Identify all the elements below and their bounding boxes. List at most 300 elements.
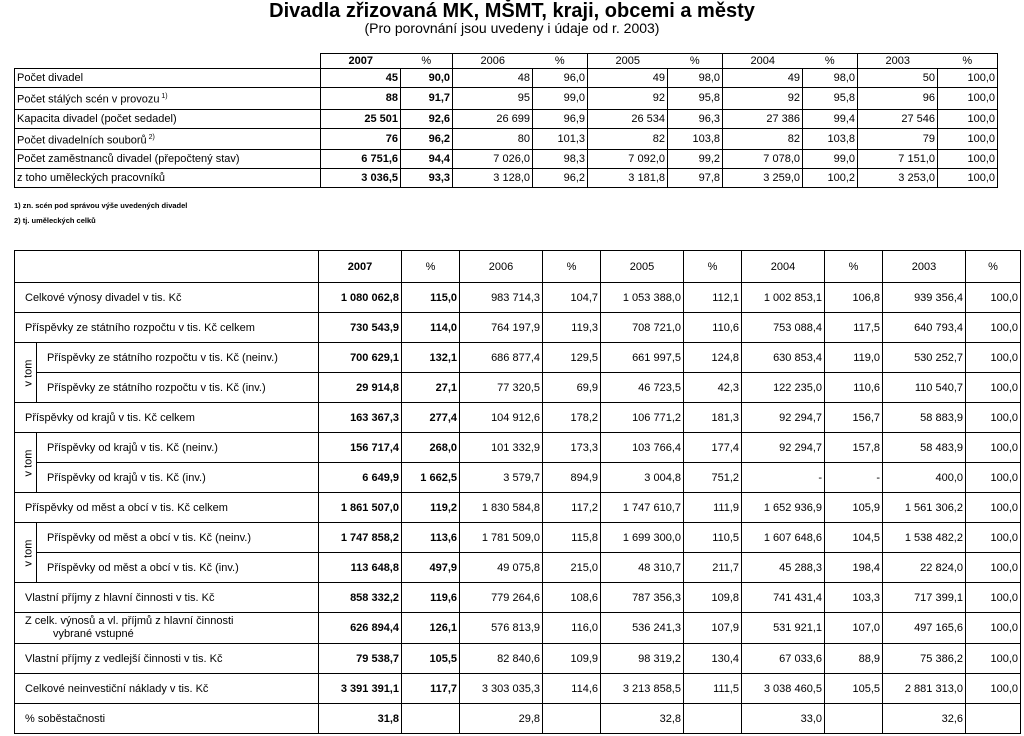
row-label-text: Celkové výnosy divadel v tis. Kč <box>25 291 182 304</box>
table-cell: 7 026,0 <box>453 150 533 169</box>
vtom-cell <box>15 433 37 493</box>
header-cell: 2006 <box>453 54 533 69</box>
table-cell: 100,0 <box>966 644 1021 674</box>
table-cell: 2 881 313,0 <box>883 674 966 704</box>
table-cell: 92 294,7 <box>742 403 825 433</box>
table-cell: 116,0 <box>543 613 601 644</box>
table-cell: 751,2 <box>684 463 742 493</box>
table-cell: 1 652 936,9 <box>742 493 825 523</box>
row-label <box>15 128 321 150</box>
table-cell: 100,0 <box>966 553 1021 583</box>
table-cell: 115,0 <box>402 283 460 313</box>
row-label: Příspěvky od měst a obcí v tis. Kč (neinv.) <box>37 523 319 553</box>
table-cell: 1 861 507,0 <box>319 493 402 523</box>
table-cell: 730 543,9 <box>319 313 402 343</box>
header-cell: % <box>966 251 1021 283</box>
table-cell: 76 <box>321 128 401 150</box>
table-cell: 626 894,4 <box>319 613 402 644</box>
header-cell: % <box>668 54 723 69</box>
table-cell: 1 607 648,6 <box>742 523 825 553</box>
table-cell: 96,0 <box>533 69 588 88</box>
header-blank-cell <box>15 54 321 69</box>
row-label-text: Celkové neinvestiční náklady v tis. Kč <box>25 682 209 695</box>
table-cell: 779 264,6 <box>460 583 543 613</box>
table-cell: 100,0 <box>938 150 998 169</box>
table-cell: 268,0 <box>402 433 460 463</box>
table-cell: 119,3 <box>543 313 601 343</box>
table-cell: 29 914,8 <box>319 373 402 403</box>
row-label <box>15 169 321 188</box>
table-cell: 277,4 <box>402 403 460 433</box>
table-cell: 104,7 <box>543 283 601 313</box>
table-cell: 109,9 <box>543 644 601 674</box>
table-cell: 686 877,4 <box>460 343 543 373</box>
page-title: Divadla zřizovaná MK, MŠMT, kraji, obcemi a městy <box>269 0 755 22</box>
row-label-text: Příspěvky od měst a obcí v tis. Kč celkem <box>25 501 228 514</box>
table-cell: 530 252,7 <box>883 343 966 373</box>
table-cell: 126,1 <box>402 613 460 644</box>
table-cell: 113,6 <box>402 523 460 553</box>
table-cell: 112,1 <box>684 283 742 313</box>
table-cell: 939 356,4 <box>883 283 966 313</box>
table-cell: 100,0 <box>966 613 1021 644</box>
table-cell: 111,9 <box>684 493 742 523</box>
table-cell: 3 004,8 <box>601 463 684 493</box>
table-cell: 106,8 <box>825 283 883 313</box>
table-cell: 983 714,3 <box>460 283 543 313</box>
table-row <box>15 674 1021 704</box>
table-cell: 119,2 <box>402 493 460 523</box>
table-cell: 45 288,3 <box>742 553 825 583</box>
table-cell: 32,6 <box>883 704 966 734</box>
row-label: Příspěvky od krajů v tis. Kč (neinv.) <box>37 433 319 463</box>
table-cell: 107,9 <box>684 613 742 644</box>
table-cell: 156,7 <box>825 403 883 433</box>
table-cell: 69,9 <box>543 373 601 403</box>
table-row <box>15 128 998 150</box>
table-row <box>15 343 1021 373</box>
table-cell: 1 699 300,0 <box>601 523 684 553</box>
header-cell: % <box>684 251 742 283</box>
table-cell: 90,0 <box>401 69 453 88</box>
table-cell: 58 483,9 <box>883 433 966 463</box>
row-label <box>15 283 319 313</box>
table-cell: 787 356,3 <box>601 583 684 613</box>
table-cell: 1 830 584,8 <box>460 493 543 523</box>
table-cell: 104,5 <box>825 523 883 553</box>
table-cell: 31,8 <box>319 704 402 734</box>
table-cell: 108,6 <box>543 583 601 613</box>
table-cell: 88 <box>321 88 401 110</box>
table-cell: 67 033,6 <box>742 644 825 674</box>
table-cell: 114,0 <box>402 313 460 343</box>
header-cell: 2006 <box>460 251 543 283</box>
table-cell: 177,4 <box>684 433 742 463</box>
row-label-text: Počet stálých scén v provozu <box>17 93 160 106</box>
row-label <box>15 150 321 169</box>
table-cell: 117,5 <box>825 313 883 343</box>
table-cell: 3 391 391,1 <box>319 674 402 704</box>
table-cell: - <box>825 463 883 493</box>
table-cell: 26 534 <box>588 109 668 128</box>
header-cell: 2003 <box>858 54 938 69</box>
row-label-text: Vlastní příjmy z vedlejší činnosti v tis. Kč <box>25 652 223 665</box>
table-cell <box>684 704 742 734</box>
table-cell: 132,1 <box>402 343 460 373</box>
table-cell: 29,8 <box>460 704 543 734</box>
row-label-text: Příspěvky od krajů v tis. Kč celkem <box>25 411 195 424</box>
row-label-text: Počet divadelních souborů <box>17 134 147 147</box>
table-cell: 99,0 <box>803 150 858 169</box>
table-cell: 48 310,7 <box>601 553 684 583</box>
table-cell: 630 853,4 <box>742 343 825 373</box>
table-cell: 100,0 <box>966 373 1021 403</box>
table-cell: 103,8 <box>803 128 858 150</box>
table-cell: 163 367,3 <box>319 403 402 433</box>
table-cell: 700 629,1 <box>319 343 402 373</box>
table-cell: 764 197,9 <box>460 313 543 343</box>
table-cell: 400,0 <box>883 463 966 493</box>
table-cell: 104 912,6 <box>460 403 543 433</box>
row-label <box>15 109 321 128</box>
table-cell: 110,6 <box>684 313 742 343</box>
table-cell: 3 303 035,3 <box>460 674 543 704</box>
row-label-text: Počet divadel <box>17 72 84 84</box>
table-cell: 753 088,4 <box>742 313 825 343</box>
table-cell: 106 771,2 <box>601 403 684 433</box>
table-cell: 1 781 509,0 <box>460 523 543 553</box>
table-cell: 640 793,4 <box>883 313 966 343</box>
table-cell: 7 078,0 <box>723 150 803 169</box>
table-cell: 95 <box>453 88 533 110</box>
table-cell: 92 <box>723 88 803 110</box>
header-cell: % <box>803 54 858 69</box>
table-cell: 531 921,1 <box>742 613 825 644</box>
table-cell: 107,0 <box>825 613 883 644</box>
table-cell: 96,2 <box>401 128 453 150</box>
table-cell: 99,0 <box>533 88 588 110</box>
vtom-label: v tom <box>22 449 35 476</box>
header-blank-cell <box>15 251 319 283</box>
table-cell: 100,0 <box>966 493 1021 523</box>
row-label-text: Vlastní příjmy z hlavní činnosti v tis. Kč <box>25 591 215 604</box>
table-cell: 858 332,2 <box>319 583 402 613</box>
table-row <box>15 523 1021 553</box>
table-cell: 100,0 <box>966 313 1021 343</box>
table-cell: 100,0 <box>938 69 998 88</box>
table-cell: 98,0 <box>803 69 858 88</box>
table-cell: 25 501 <box>321 109 401 128</box>
table-cell: 105,9 <box>825 493 883 523</box>
footnote-mark: 1) <box>159 93 168 100</box>
table-cell: 117,2 <box>543 493 601 523</box>
table-cell <box>966 704 1021 734</box>
header-cell: % <box>401 54 453 69</box>
table-cell: 100,0 <box>966 583 1021 613</box>
row-label <box>15 313 319 343</box>
table-cell: 82 <box>588 128 668 150</box>
table-cell: 130,4 <box>684 644 742 674</box>
table-cell: 3 253,0 <box>858 169 938 188</box>
row-label <box>15 493 319 523</box>
vtom-cell <box>15 523 37 583</box>
table-cell: 97,8 <box>668 169 723 188</box>
row-label <box>15 674 319 704</box>
table-cell: 27,1 <box>402 373 460 403</box>
row-label-text: z toho uměleckých pracovníků <box>17 172 165 185</box>
table-cell: 6 649,9 <box>319 463 402 493</box>
table-row <box>15 69 998 88</box>
table-cell: 100,0 <box>966 523 1021 553</box>
table-cell: 3 128,0 <box>453 169 533 188</box>
table-cell: 119,0 <box>825 343 883 373</box>
table-cell: 497 165,6 <box>883 613 966 644</box>
header-cell: 2005 <box>588 54 668 69</box>
table-cell: 96,9 <box>533 109 588 128</box>
row-label: Příspěvky od krajů v tis. Kč (inv.) <box>37 463 319 493</box>
table-cell: 93,3 <box>401 169 453 188</box>
table-cell: 3 036,5 <box>321 169 401 188</box>
table-cell: 211,7 <box>684 553 742 583</box>
table-cell: 181,3 <box>684 403 742 433</box>
table-cell: 92,6 <box>401 109 453 128</box>
table-cell: 536 241,3 <box>601 613 684 644</box>
row-label <box>15 403 319 433</box>
table-cell: 1 002 853,1 <box>742 283 825 313</box>
table-cell: 6 751,6 <box>321 150 401 169</box>
table-cell: 103,3 <box>825 583 883 613</box>
table-cell: 100,0 <box>938 169 998 188</box>
table-cell: 100,0 <box>966 283 1021 313</box>
row-label-text-2: vybrané vstupné <box>53 628 134 640</box>
table-cell: 1 561 306,2 <box>883 493 966 523</box>
table-cell: 26 699 <box>453 109 533 128</box>
table-cell: 114,6 <box>543 674 601 704</box>
vtom-label: v tom <box>22 539 35 566</box>
table-cell: 58 883,9 <box>883 403 966 433</box>
header-cell: 2005 <box>601 251 684 283</box>
vtom-label: v tom <box>22 359 35 386</box>
table-cell: 105,5 <box>402 644 460 674</box>
vtom-cell <box>15 343 37 403</box>
table-cell: 96 <box>858 88 938 110</box>
table-cell: 82 840,6 <box>460 644 543 674</box>
table-cell: 1 747 610,7 <box>601 493 684 523</box>
table-cell: 3 579,7 <box>460 463 543 493</box>
table-row <box>15 463 1021 493</box>
table-cell: 100,0 <box>966 433 1021 463</box>
table-cell: 95,8 <box>668 88 723 110</box>
table-cell: 157,8 <box>825 433 883 463</box>
table-cell: 100,0 <box>966 463 1021 493</box>
table-row <box>15 169 998 188</box>
table-cell: 7 151,0 <box>858 150 938 169</box>
page-subtitle: (Pro porovnání jsou uvedeny i údaje od r. 2003) <box>364 20 660 36</box>
table-cell: 27 386 <box>723 109 803 128</box>
table-cell: 894,9 <box>543 463 601 493</box>
header-cell: 2003 <box>883 251 966 283</box>
table-cell: 111,5 <box>684 674 742 704</box>
table-row <box>15 433 1021 463</box>
table-cell: 101,3 <box>533 128 588 150</box>
row-label-text: Příspěvky ze státního rozpočtu v tis. Kč celkem <box>25 321 255 334</box>
table-row <box>15 283 1021 313</box>
table-cell: 79 <box>858 128 938 150</box>
table-cell: 91,7 <box>401 88 453 110</box>
table-cell: 94,4 <box>401 150 453 169</box>
header-cell: % <box>533 54 588 69</box>
table-cell: 33,0 <box>742 704 825 734</box>
table-row <box>15 613 1021 644</box>
row-label <box>15 644 319 674</box>
table-row <box>15 583 1021 613</box>
table-cell: 45 <box>321 69 401 88</box>
table-cell: 77 320,5 <box>460 373 543 403</box>
table-cell: 80 <box>453 128 533 150</box>
table-cell: 1 747 858,2 <box>319 523 402 553</box>
table-cell: 100,0 <box>938 128 998 150</box>
table-cell: 101 332,9 <box>460 433 543 463</box>
row-label: Příspěvky ze státního rozpočtu v tis. Kč (inv.) <box>37 373 319 403</box>
table-cell: 96,3 <box>668 109 723 128</box>
table-cell: 100,0 <box>938 109 998 128</box>
table-cell: 661 997,5 <box>601 343 684 373</box>
row-label <box>15 583 319 613</box>
header-cell: % <box>543 251 601 283</box>
table-cell: 3 038 460,5 <box>742 674 825 704</box>
summary-table <box>14 53 998 188</box>
table-cell: 42,3 <box>684 373 742 403</box>
table-cell: 198,4 <box>825 553 883 583</box>
table-row <box>15 403 1021 433</box>
table-row <box>15 88 998 110</box>
table-cell: 113 648,8 <box>319 553 402 583</box>
table-cell <box>402 704 460 734</box>
table-cell: 99,4 <box>803 109 858 128</box>
table-cell: 3 213 858,5 <box>601 674 684 704</box>
table-cell: 173,3 <box>543 433 601 463</box>
footnote-1: 1) zn. scén pod správou výše uvedených divadel <box>14 201 188 210</box>
table-cell: 215,0 <box>543 553 601 583</box>
table-cell: 92 <box>588 88 668 110</box>
table-cell: 100,0 <box>966 674 1021 704</box>
table-row <box>15 109 998 128</box>
table-cell: 98,3 <box>533 150 588 169</box>
table-cell: 82 <box>723 128 803 150</box>
table-cell: 79 538,7 <box>319 644 402 674</box>
header-row <box>15 54 998 69</box>
table-cell: 95,8 <box>803 88 858 110</box>
table-cell: 115,8 <box>543 523 601 553</box>
table-cell: 98,0 <box>668 69 723 88</box>
header-cell: % <box>402 251 460 283</box>
table-cell: 100,0 <box>966 343 1021 373</box>
finance-table <box>14 250 1021 734</box>
table-row <box>15 150 998 169</box>
header-cell: 2007 <box>321 54 401 69</box>
table-cell: 109,8 <box>684 583 742 613</box>
table-cell: 92 294,7 <box>742 433 825 463</box>
table-cell: 178,2 <box>543 403 601 433</box>
table-cell: 96,2 <box>533 169 588 188</box>
table-row <box>15 553 1021 583</box>
header-cell: % <box>938 54 998 69</box>
row-label: Příspěvky ze státního rozpočtu v tis. Kč (neinv.) <box>37 343 319 373</box>
row-label <box>15 69 321 88</box>
table-cell: 110,5 <box>684 523 742 553</box>
row-label-text: Z celk. výnosů a vl. příjmů z hlavní činnosti <box>25 615 234 627</box>
table-cell: 497,9 <box>402 553 460 583</box>
header-row <box>15 251 1021 283</box>
table-cell: 708 721,0 <box>601 313 684 343</box>
table-cell: 105,5 <box>825 674 883 704</box>
header-cell: 2004 <box>742 251 825 283</box>
row-label-text: Kapacita divadel (počet sedadel) <box>17 112 177 125</box>
table-cell: 49 <box>588 69 668 88</box>
row-label <box>15 704 319 734</box>
table-cell: 124,8 <box>684 343 742 373</box>
row-label-text: Počet zaměstnanců divadel (přepočtený stav) <box>17 153 240 166</box>
table-cell: 3 181,8 <box>588 169 668 188</box>
table-cell: 100,0 <box>966 403 1021 433</box>
table-row <box>15 313 1021 343</box>
table-cell: 717 399,1 <box>883 583 966 613</box>
table-cell: 741 431,4 <box>742 583 825 613</box>
header-cell: % <box>825 251 883 283</box>
row-label: Příspěvky od měst a obcí v tis. Kč (inv.) <box>37 553 319 583</box>
table-cell: 49 <box>723 69 803 88</box>
row-label-text: % soběstačnosti <box>25 712 106 725</box>
table-cell: 1 080 062,8 <box>319 283 402 313</box>
table-cell: 119,6 <box>402 583 460 613</box>
table-row <box>15 644 1021 674</box>
table-cell: 117,7 <box>402 674 460 704</box>
header-cell: 2004 <box>723 54 803 69</box>
table-cell: 103 766,4 <box>601 433 684 463</box>
table-cell: 156 717,4 <box>319 433 402 463</box>
table-cell: 129,5 <box>543 343 601 373</box>
table-row <box>15 704 1021 734</box>
table-cell: 1 662,5 <box>402 463 460 493</box>
table-cell: 27 546 <box>858 109 938 128</box>
table-cell: 100,0 <box>938 88 998 110</box>
table-row <box>15 493 1021 523</box>
table-cell: 98 319,2 <box>601 644 684 674</box>
table-cell: 99,2 <box>668 150 723 169</box>
table-cell: 1 538 482,2 <box>883 523 966 553</box>
table-cell: 100,2 <box>803 169 858 188</box>
table-row <box>15 373 1021 403</box>
footnote-mark: 2) <box>146 133 155 141</box>
table-cell <box>825 704 883 734</box>
table-cell: 50 <box>858 69 938 88</box>
table-cell: 3 259,0 <box>723 169 803 188</box>
table-cell: 7 092,0 <box>588 150 668 169</box>
table-cell: 110 540,7 <box>883 373 966 403</box>
table-cell <box>543 704 601 734</box>
footnote-2: 2) tj. uměleckých celků <box>14 216 96 225</box>
table-cell: 122 235,0 <box>742 373 825 403</box>
table-cell: 1 053 388,0 <box>601 283 684 313</box>
header-cell: 2007 <box>319 251 402 283</box>
table-cell: 110,6 <box>825 373 883 403</box>
table-cell: 49 075,8 <box>460 553 543 583</box>
table-cell: - <box>742 463 825 493</box>
table-cell: 22 824,0 <box>883 553 966 583</box>
table-cell: 88,9 <box>825 644 883 674</box>
table-cell: 32,8 <box>601 704 684 734</box>
table-cell: 75 386,2 <box>883 644 966 674</box>
